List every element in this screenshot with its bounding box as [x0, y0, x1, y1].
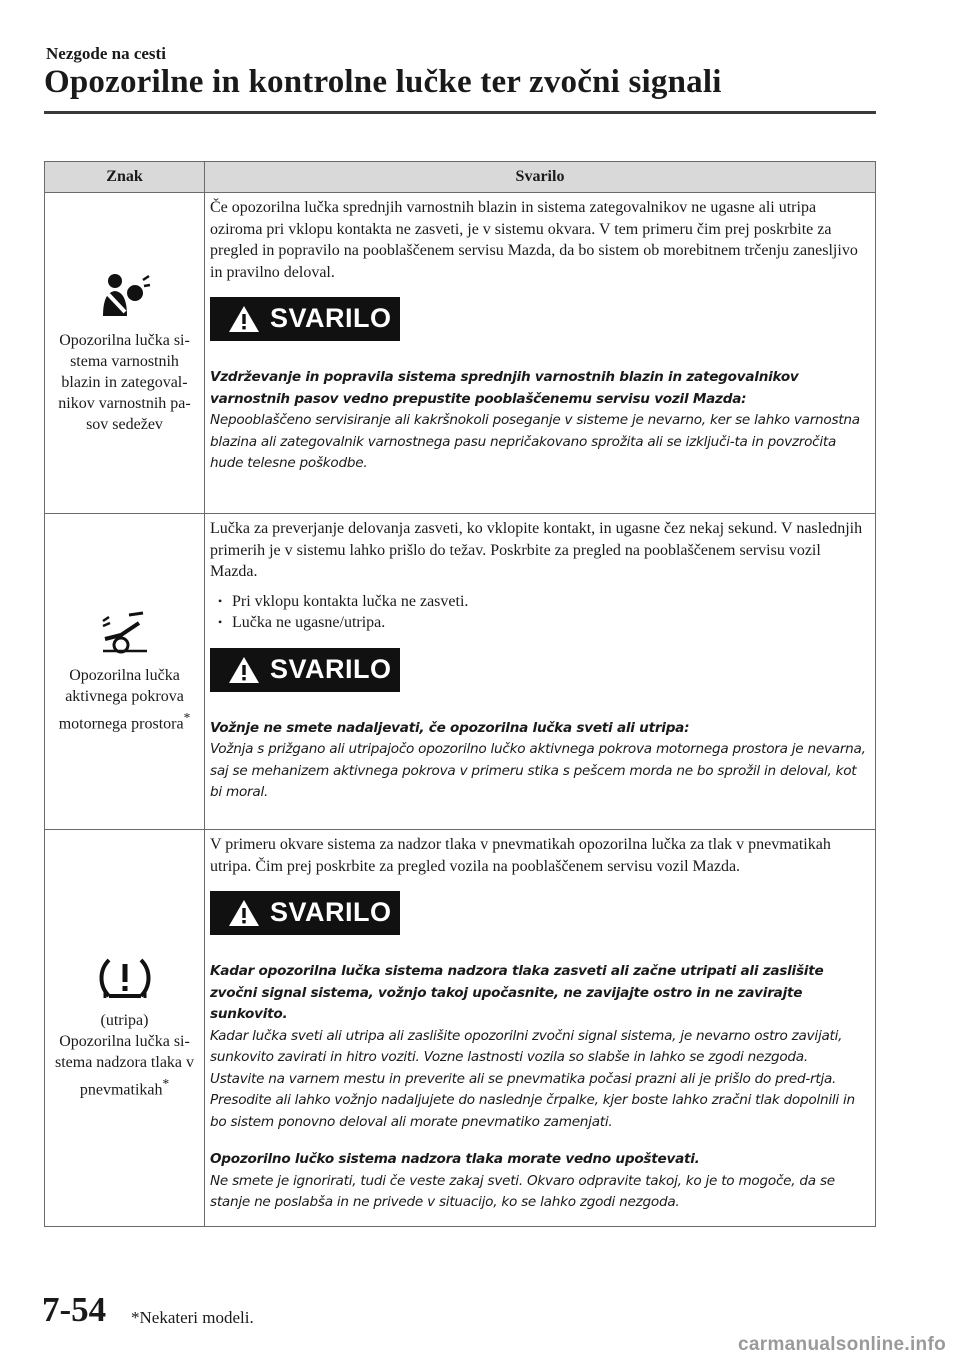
description: V primeru okvare sistema za nadzor tlaka v pnevmatikah opozorilna lučka za tlak v pnevmatikah utripa. Čim prej poskrbite za pregled vozila na pooblaščenem servisu vozil Mazda.: [210, 836, 831, 875]
table-header-row: [45, 162, 876, 193]
warning-table: [44, 161, 876, 1227]
warning-badge: [210, 648, 400, 692]
sign-cell: [45, 514, 205, 830]
warning-cell: [205, 830, 876, 1227]
warning-text: Nepooblaščeno servisiranje ali kakršnokoli poseganje v sisteme je nevarno, ker se lahko varnostna blazina ali zategovalnik varnostnega pasu nepričakovano sprožita ali se izključi-ta in povzročita hude telesne poškodbe.: [210, 412, 860, 471]
warning-badge: [210, 297, 400, 341]
warning-cell: [205, 193, 876, 514]
warning-text-3: Ne smete je ignorirati, tudi če veste zakaj sveti. Okvaro odpravite takoj, ko je to mogoče, da se stanje ne poslabša in ne privede v situacijo, ko se lahko zgodi nezgoda.: [210, 1172, 835, 1210]
warning-content: [210, 367, 869, 475]
warning-badge-label: SVARILO: [270, 897, 392, 928]
sign-cell: [45, 193, 205, 514]
warning-badge: [210, 891, 400, 935]
table-row: [45, 830, 876, 1227]
sign-label: Opozorilna lučka si-stema varnostnih blazin in zategoval-nikov varnostnih pa-sov sedežev: [58, 331, 191, 433]
sign-label: Opozorilna lučka si-stema nadzora tlaka v pnevmatikah*: [54, 1032, 195, 1098]
column-header-sign: Znak: [45, 162, 205, 193]
warning-triangle-icon: [228, 899, 260, 927]
list-item: • Lučka ne ugasne/utripa.: [218, 612, 869, 634]
title-rule: [44, 111, 876, 114]
warning-badge-label: SVARILO: [270, 303, 392, 334]
warning-triangle-icon: [228, 305, 260, 333]
description: Lučka za preverjanje delovanja zasveti, ko vklopite kontakt, in ugasne čez nekaj sekund. V naslednjih primerih je v sistemu lahko prišlo do težav. Poskrbite za pregled na pooblaščenem servisu vozil Mazda.: [210, 520, 863, 580]
active-bonnet-icon: [99, 609, 151, 655]
table-row: [45, 193, 876, 514]
warning-text: Vožnja s prižgano ali utripajočo opozorilno lučko aktivnega pokrova motornega prostora je nevarna, saj se mehanizem aktivnega pokrova v primeru stika s pešcem morda ne bo sprožil in deloval, kot bi moral.: [210, 741, 866, 800]
sign-note: (utripa): [100, 1011, 149, 1029]
tire-pressure-icon: [97, 956, 153, 1000]
sign-cell: [45, 830, 205, 1227]
warning-content: [210, 718, 869, 804]
warning-text-2: Ustavite na varnem mestu in preverite ali se pnevmatika počasi prazni ali je prišlo do pred-rtja. Presodite ali lahko vožnjo nadaljujete do naslednje črpalke, kjer boste lahko zračni tlak dopolnili in bo sistem ponovno deloval ali morate pnevmatiko zamenjati.: [210, 1070, 855, 1130]
description: Če opozorilna lučka sprednjih varnostnih blazin in sistema zategovalnikov ne ugasne ali utripa oziroma pri vklopu kontakta ne zasveti, je v sistemu okvara. V tem primeru čim prej poskrbite za pregled in popravilo na pooblaščenem servisu Mazda, da bo sistem ob morebitnem trčenju zanesljivo in pravilno deloval.: [210, 199, 858, 281]
column-header-warning: Svarilo: [205, 162, 876, 193]
warning-text: Kadar lučka sveti ali utripa ali zaslišite opozorilni zvočni signal sistema, je nevarno ostro zavijati, sunkovito zavirati in hitro voziti. Vozne lastnosti vozila so slabše in lahko se zgodi nezgoda.: [210, 1027, 843, 1065]
warning-title: Kadar opozorilna lučka sistema nadzora tlaka zasveti ali začne utripati ali zaslišite zvočni signal sistema, vožnjo takoj upočasnite, ne zavijajte ostro in ne zavirajte sunkovito.: [210, 963, 824, 1022]
warning-badge-label: SVARILO: [270, 653, 392, 684]
warning-title-2: Opozorilno lučko sistema nadzora tlaka morate vedno upoštevati.: [210, 1151, 700, 1167]
bullet-list: [210, 591, 869, 634]
warning-title: Vožnje ne smete nadaljevati, če opozorilna lučka sveti ali utripa:: [210, 719, 690, 736]
watermark: carmanualsonline.info: [738, 1334, 946, 1355]
page-title: Opozorilne in kontrolne lučke ter zvočni signali: [44, 64, 722, 100]
warning-triangle-icon: [228, 656, 260, 684]
sign-label: Opozorilna lučka aktivnega pokrova motornega prostora*: [58, 666, 191, 733]
footnote: *Nekateri modeli.: [131, 1308, 254, 1327]
footnote-mark: *: [183, 709, 191, 725]
warning-cell: [205, 514, 876, 830]
warning-content: [210, 961, 869, 1214]
warning-title: Vzdrževanje in popravila sistema sprednjih varnostnih blazin in zategovalnikov varnostnih pasov vedno prepustite pooblaščenemu servisu vozil Mazda:: [210, 369, 799, 407]
page-number: 7-54: [42, 1290, 107, 1329]
footnote-mark: *: [162, 1075, 170, 1091]
seatbelt-airbag-icon: [99, 272, 151, 320]
section-label: Nezgode na cesti: [46, 44, 166, 63]
list-item: • Pri vklopu kontakta lučka ne zasveti.: [218, 591, 869, 613]
table-row: [45, 514, 876, 830]
